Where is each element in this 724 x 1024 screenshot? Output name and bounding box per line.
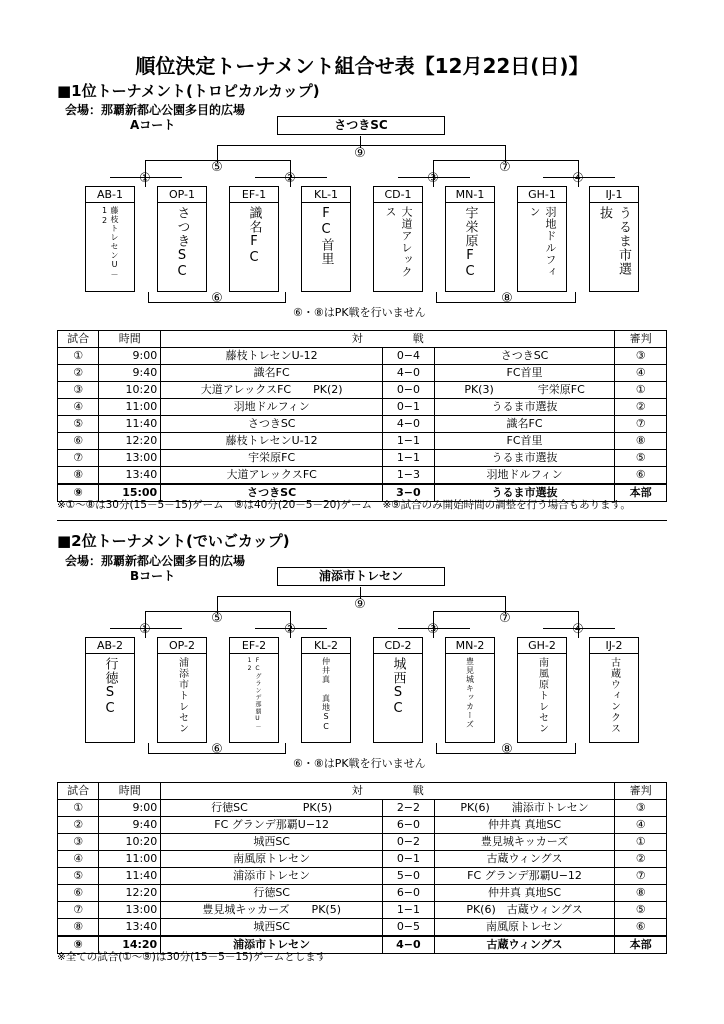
team-name: FCグランデ那覇U－12 [246,657,261,730]
match-number: ② [58,817,99,834]
table-row [58,817,667,834]
team-code: AB-2 [86,638,134,654]
referee: ⑦ [615,868,667,885]
match-label-q2: ② [284,622,296,637]
match-label-semi-left: ⑤ [211,160,223,175]
team-name: 南風原トレセン [536,657,548,734]
table-row [58,868,667,885]
match-label-cons-right: ⑧ [501,742,513,757]
match-number: ⑨ [58,936,99,954]
match-label-q3: ③ [427,622,439,637]
match-number: ④ [58,851,99,868]
table-row [58,416,667,433]
match-time: 12:20 [99,433,161,450]
referee: ⑥ [615,919,667,937]
score: 1−1 [383,902,435,919]
table-row [58,348,667,365]
home-team: 南風原トレセン [161,851,383,868]
match-number: ⑧ [58,467,99,485]
team-code: EF-1 [230,187,278,203]
match-number: ⑨ [58,484,99,502]
section2-heading: ■2位トーナメント(でいごカップ) [57,532,290,550]
match-number: ⑥ [58,885,99,902]
team-code: KL-1 [302,187,350,203]
score: 0−4 [383,348,435,365]
table-row [58,902,667,919]
team-box [445,186,495,292]
referee: ② [615,851,667,868]
match-time: 13:40 [99,919,161,937]
header-match: 試合 [58,783,99,800]
team-name: 大道アレックス [384,206,413,278]
score: 2−2 [383,800,435,817]
score: 6−0 [383,885,435,902]
team-code: AB-1 [86,187,134,203]
home-team: 大道アレックスFC [161,467,383,485]
team-name: うるま市選抜 [597,206,631,276]
pk-note: ⑥・⑧はPK戦を行いません [293,757,426,770]
team-box [589,186,639,292]
table2-note: ※全ての試合(①～⑨)は30分(15－5－15)ゲームとします [57,951,327,963]
away-team: 古蔵ウィングス [434,851,615,868]
score: 1−3 [383,467,435,485]
team-box [517,186,567,292]
home-team: 城西SC [161,834,383,851]
team-name: 藤枝トレセンU－12 [100,206,119,279]
header-time: 時間 [99,331,161,348]
score: 3−0 [383,484,435,502]
header-matchup: 対 戦 [161,331,615,348]
team-box [373,637,423,743]
section2-champion-box: 浦添市トレセン [277,567,445,586]
match-label-q2: ② [284,171,296,186]
team-name: 宇栄原FC [462,206,478,280]
match-number: ① [58,348,99,365]
home-team: 識名FC [161,365,383,382]
section2-court: Bコート [130,569,176,583]
team-name: 浦添市トレセン [176,657,188,734]
team-box [589,637,639,743]
score: 5−0 [383,868,435,885]
match-time: 13:00 [99,902,161,919]
match-label-q4: ④ [572,171,584,186]
home-team: 宇栄原FC [161,450,383,467]
team-name: 豊見城キッカーズ [465,657,475,729]
referee: ① [615,382,667,399]
match-label-semi-right: ⑦ [499,160,511,175]
away-team: 羽地ドルフィン [434,467,615,485]
away-team: FC グランデ那覇U−12 [434,868,615,885]
match-number: ⑦ [58,902,99,919]
match-time: 9:00 [99,800,161,817]
referee: ⑦ [615,416,667,433]
match-time: 14:20 [99,936,161,954]
away-team: PK(6) 古蔵ウィングス [434,902,615,919]
table-row [58,382,667,399]
match-number: ② [58,365,99,382]
table-row [58,433,667,450]
score: 4−0 [383,936,435,954]
referee: ③ [615,348,667,365]
referee: ⑤ [615,902,667,919]
table-row [58,365,667,382]
table-row [58,851,667,868]
referee: ③ [615,800,667,817]
referee: ⑧ [615,885,667,902]
team-box [517,637,567,743]
section-divider [57,520,667,521]
header-time: 時間 [99,783,161,800]
referee: ⑧ [615,433,667,450]
referee: 本部 [615,484,667,502]
team-name: 行徳SC [102,657,118,717]
table-row [58,467,667,485]
away-team: FC首里 [434,365,615,382]
away-team: 豊見城キッカーズ [434,834,615,851]
away-team: PK(3) 宇栄原FC [434,382,615,399]
home-team: 羽地ドルフィン [161,399,383,416]
team-box [229,637,279,743]
home-team: 藤枝トレセンU-12 [161,433,383,450]
match-label-q4: ④ [572,622,584,637]
away-team: うるま市選抜 [434,450,615,467]
team-box [445,637,495,743]
referee: ② [615,399,667,416]
match-number: ③ [58,382,99,399]
section1-heading: ■1位トーナメント(トロピカルカップ) [57,82,320,100]
table-row [58,450,667,467]
team-name: 仲井真 真地SC [321,657,331,732]
table-row [58,834,667,851]
home-team: さつきSC [161,484,383,502]
away-team: 南風原トレセン [434,919,615,937]
away-team: PK(6) 浦添市トレセン [434,800,615,817]
match-time: 12:20 [99,885,161,902]
referee: ④ [615,365,667,382]
match-label-cons-right: ⑧ [501,291,513,306]
match-time: 9:40 [99,365,161,382]
referee: ④ [615,817,667,834]
match-time: 11:40 [99,868,161,885]
away-team: 仲井真 真地SC [434,817,615,834]
header-matchup: 対 戦 [161,783,615,800]
results-table-2 [57,782,667,954]
match-time: 10:20 [99,382,161,399]
team-code: GH-2 [518,638,566,654]
team-code: GH-1 [518,187,566,203]
score: 1−1 [383,450,435,467]
match-label-semi-right: ⑦ [499,611,511,626]
match-time: 11:00 [99,851,161,868]
team-code: IJ-1 [590,187,638,203]
home-team: 行徳SC PK(5) [161,800,383,817]
table-row [58,399,667,416]
team-box [85,637,135,743]
referee: ⑥ [615,467,667,485]
team-box [301,637,351,743]
team-code: CD-1 [374,187,422,203]
team-box [229,186,279,292]
match-number: ⑧ [58,919,99,937]
team-name: さつきSC [174,206,190,280]
match-label-q3: ③ [427,171,439,186]
match-number: ③ [58,834,99,851]
match-number: ④ [58,399,99,416]
away-team: FC首里 [434,433,615,450]
match-number: ⑤ [58,416,99,433]
results-table-1 [57,330,667,502]
score: 6−0 [383,817,435,834]
score: 0−1 [383,851,435,868]
match-time: 13:00 [99,450,161,467]
team-name: FC首里 [318,206,334,266]
match-time: 9:00 [99,348,161,365]
match-time: 10:20 [99,834,161,851]
team-box [301,186,351,292]
match-time: 13:40 [99,467,161,485]
home-team: 行徳SC [161,885,383,902]
referee: 本部 [615,936,667,954]
match-label-final: ⑨ [354,146,366,161]
team-box [85,186,135,292]
home-team: 城西SC [161,919,383,937]
referee: ⑤ [615,450,667,467]
section1-court: Aコート [130,118,176,132]
team-code: CD-2 [374,638,422,654]
home-team: 豊見城キッカーズ PK(5) [161,902,383,919]
match-number: ① [58,800,99,817]
team-box [373,186,423,292]
match-time: 11:40 [99,416,161,433]
match-time: 9:40 [99,817,161,834]
table-row [58,885,667,902]
team-code: MN-1 [446,187,494,203]
team-code: MN-2 [446,638,494,654]
score: 1−1 [383,433,435,450]
home-team: さつきSC [161,416,383,433]
team-code: EF-2 [230,638,278,654]
header-referee: 審判 [615,331,667,348]
score: 4−0 [383,416,435,433]
page-title: 順位決定トーナメント組合せ表【12月22日(日)】 [135,54,589,78]
away-team: 仲井真 真地SC [434,885,615,902]
score: 0−1 [383,399,435,416]
match-label-q1: ① [139,171,151,186]
away-team: 古蔵ウィングス [434,936,615,954]
table-row [58,919,667,937]
match-label-q1: ① [139,622,151,637]
section1-champion-box: さつきSC [277,116,445,135]
team-name: 城西SC [390,657,406,717]
match-label-semi-left: ⑤ [211,611,223,626]
pk-note: ⑥・⑧はPK戦を行いません [293,306,426,319]
match-time: 11:00 [99,399,161,416]
score: 0−2 [383,834,435,851]
team-code: KL-2 [302,638,350,654]
home-team: 浦添市トレセン [161,868,383,885]
team-box [157,637,207,743]
home-team: FC グランデ那覇U−12 [161,817,383,834]
team-name: 羽地ドルフィン [528,206,557,278]
header-referee: 審判 [615,783,667,800]
referee: ① [615,834,667,851]
home-team: 浦添市トレセン [161,936,383,954]
section1-venue: 会場：那覇新都心公園多目的広場 [65,103,246,117]
team-code: IJ-2 [590,638,638,654]
table1-note: ※①～⑧は30分(15－5－15)ゲーム ⑨は40分(20－5－20)ゲーム ※⑨試合のみ開始時間の調整を行う場合もあります。 [57,499,631,511]
team-name: 識名FC [246,206,262,266]
home-team: 藤枝トレセンU-12 [161,348,383,365]
match-label-cons-left: ⑥ [211,742,223,757]
header-match: 試合 [58,331,99,348]
team-code: OP-1 [158,187,206,203]
away-team: 識名FC [434,416,615,433]
section2-venue: 会場：那覇新都心公園多目的広場 [65,554,246,568]
team-name: 古蔵ウィンクス [608,657,620,734]
match-number: ⑥ [58,433,99,450]
match-number: ⑦ [58,450,99,467]
score: 4−0 [383,365,435,382]
home-team: 大道アレックスFC PK(2) [161,382,383,399]
away-team: さつきSC [434,348,615,365]
match-time: 15:00 [99,484,161,502]
team-box [157,186,207,292]
team-code: OP-2 [158,638,206,654]
away-team: うるま市選抜 [434,484,615,502]
match-label-cons-left: ⑥ [211,291,223,306]
away-team: うるま市選抜 [434,399,615,416]
match-label-final: ⑨ [354,597,366,612]
score: 0−5 [383,919,435,937]
score: 0−0 [383,382,435,399]
match-number: ⑤ [58,868,99,885]
table-row [58,800,667,817]
